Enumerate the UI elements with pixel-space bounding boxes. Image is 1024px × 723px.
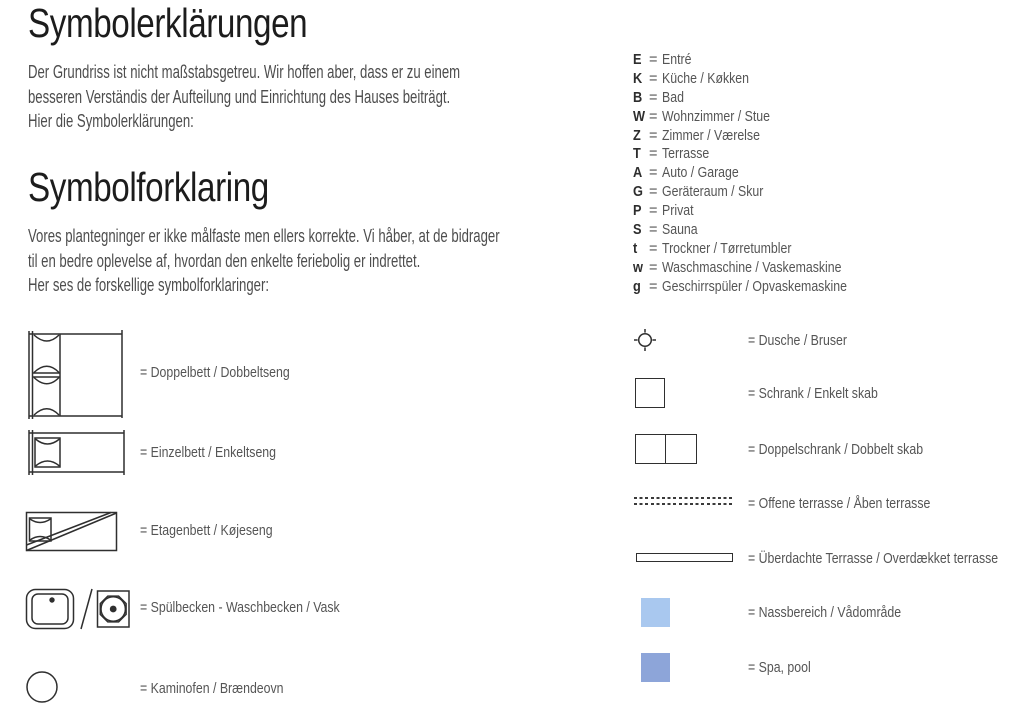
abbr-label: Zimmer / Værelse <box>662 127 760 144</box>
abbr-letter: g <box>633 278 641 295</box>
intro-german <box>28 60 620 134</box>
symbol-label-sink: = Spülbecken - Waschbecken / Vask <box>140 600 340 616</box>
abbr-label: Entré <box>662 52 692 68</box>
equals-sign: = <box>649 240 658 257</box>
abbr-letter: K <box>633 70 643 87</box>
single-cabinet-icon <box>635 378 665 408</box>
bunk-bed-icon <box>25 511 118 552</box>
wet-area-icon <box>641 598 670 627</box>
equals-sign: = <box>649 52 658 68</box>
abbr-row <box>633 52 880 71</box>
abbr-row <box>633 71 880 90</box>
abbr-label: Sauna <box>662 222 698 239</box>
abbr-row <box>633 165 880 184</box>
intro-danish-line: Vores plantegninger er ikke målfaste men ellers korrekte. Vi håber, at de bidrager <box>28 226 500 246</box>
abbr-letter: W <box>633 108 646 125</box>
equals-sign: = <box>649 146 658 163</box>
abbr-row <box>633 260 880 279</box>
symbol-label-bunk-bed: = Etagenbett / Køjeseng <box>140 523 273 539</box>
wood-stove-icon <box>25 670 59 704</box>
abbr-letter: E <box>633 52 642 68</box>
equals-sign: = <box>649 278 658 295</box>
symbol-label-covered-terrace: = Überdachte Terrasse / Overdækket terrasse <box>748 551 999 567</box>
spa-pool-icon <box>641 653 670 682</box>
symbol-label-stove: = Kaminofen / Brændeovn <box>140 681 284 697</box>
abbr-label: Auto / Garage <box>662 165 739 182</box>
abbr-row <box>633 203 880 222</box>
abbr-label: Geschirrspüler / Opvaskemaskine <box>662 278 847 295</box>
covered-terrace-icon <box>636 553 733 562</box>
symbol-label-open-terrace: = Offene terrasse / Åben terrasse <box>748 496 931 512</box>
abbr-row <box>633 184 880 203</box>
intro-german-line: besseren Verständis der Aufteilung und Einrichtung des Hauses beiträgt. <box>28 86 451 107</box>
equals-sign: = <box>649 165 658 182</box>
abbr-letter: T <box>633 146 641 163</box>
page-title-danish: Symbolforklaring <box>28 164 269 210</box>
abbr-label: Terrasse <box>662 146 710 163</box>
abbr-label: Privat <box>662 203 694 220</box>
abbr-label: Waschmaschine / Vaskemaskine <box>662 259 842 276</box>
symbol-label-double-bed: = Doppelbett / Dobbeltseng <box>140 365 290 381</box>
symbol-label-shower: = Dusche / Bruser <box>748 333 847 349</box>
abbr-letter: Z <box>633 127 641 144</box>
symbol-label-single-bed: = Einzelbett / Enkeltseng <box>140 445 277 461</box>
abbreviation-legend <box>633 52 880 298</box>
double-bed-icon <box>26 329 126 419</box>
intro-danish-line: Her ses de forskellige symbolforklaringer: <box>28 275 270 295</box>
shower-icon <box>633 328 657 352</box>
abbr-letter: w <box>633 259 643 276</box>
abbr-row <box>633 146 880 165</box>
single-bed-icon <box>26 429 128 476</box>
equals-sign: = <box>649 203 658 220</box>
abbr-row <box>633 241 880 260</box>
abbr-letter: t <box>633 240 638 257</box>
abbr-label: Geräteraum / Skur <box>662 184 764 201</box>
dash-line <box>634 503 735 505</box>
equals-sign: = <box>649 184 658 201</box>
intro-german-line: Der Grundriss ist nicht maßstabsgetreu. Wir hoffen aber, dass er zu einem <box>28 62 461 82</box>
abbr-letter: B <box>633 89 643 106</box>
symbol-label-single-cabinet: = Schrank / Enkelt skab <box>748 386 878 402</box>
equals-sign: = <box>649 259 658 276</box>
abbr-row <box>633 109 880 128</box>
abbr-letter: P <box>633 203 642 220</box>
abbr-label: Bad <box>662 89 684 106</box>
symbol-label-spa-pool: = Spa, pool <box>748 660 811 676</box>
abbr-letter: A <box>633 165 643 182</box>
intro-danish <box>28 224 674 298</box>
abbr-row <box>633 222 880 241</box>
abbr-letter: G <box>633 184 643 201</box>
equals-sign: = <box>649 222 658 239</box>
abbr-label: Trockner / Tørretumbler <box>662 240 792 257</box>
equals-sign: = <box>649 89 658 106</box>
symbol-label-double-cabinet: = Doppelschrank / Dobbelt skab <box>748 442 924 458</box>
abbr-letter: S <box>633 222 642 239</box>
intro-german-line: Hier die Symbolerklärungen: <box>28 111 194 131</box>
abbr-label: Wohnzimmer / Stue <box>662 108 771 125</box>
page-title-german: Symbolerklärungen <box>28 0 308 46</box>
double-cabinet-divider <box>636 435 666 463</box>
equals-sign: = <box>649 70 658 87</box>
equals-sign: = <box>649 108 658 125</box>
symbol-label-wet-area: = Nassbereich / Vådområde <box>748 605 902 621</box>
intro-danish-line: til en bedre oplevelse af, hvordan den enkelte feriebolig er indrettet. <box>28 250 421 271</box>
abbr-row <box>633 279 880 298</box>
open-terrace-icon <box>634 497 735 505</box>
abbr-label: Küche / Køkken <box>662 70 750 87</box>
sink-washbasin-icon <box>22 586 130 632</box>
equals-sign: = <box>649 127 658 144</box>
double-cabinet-icon <box>635 434 697 464</box>
abbr-row <box>633 90 880 109</box>
abbr-row <box>633 128 880 147</box>
